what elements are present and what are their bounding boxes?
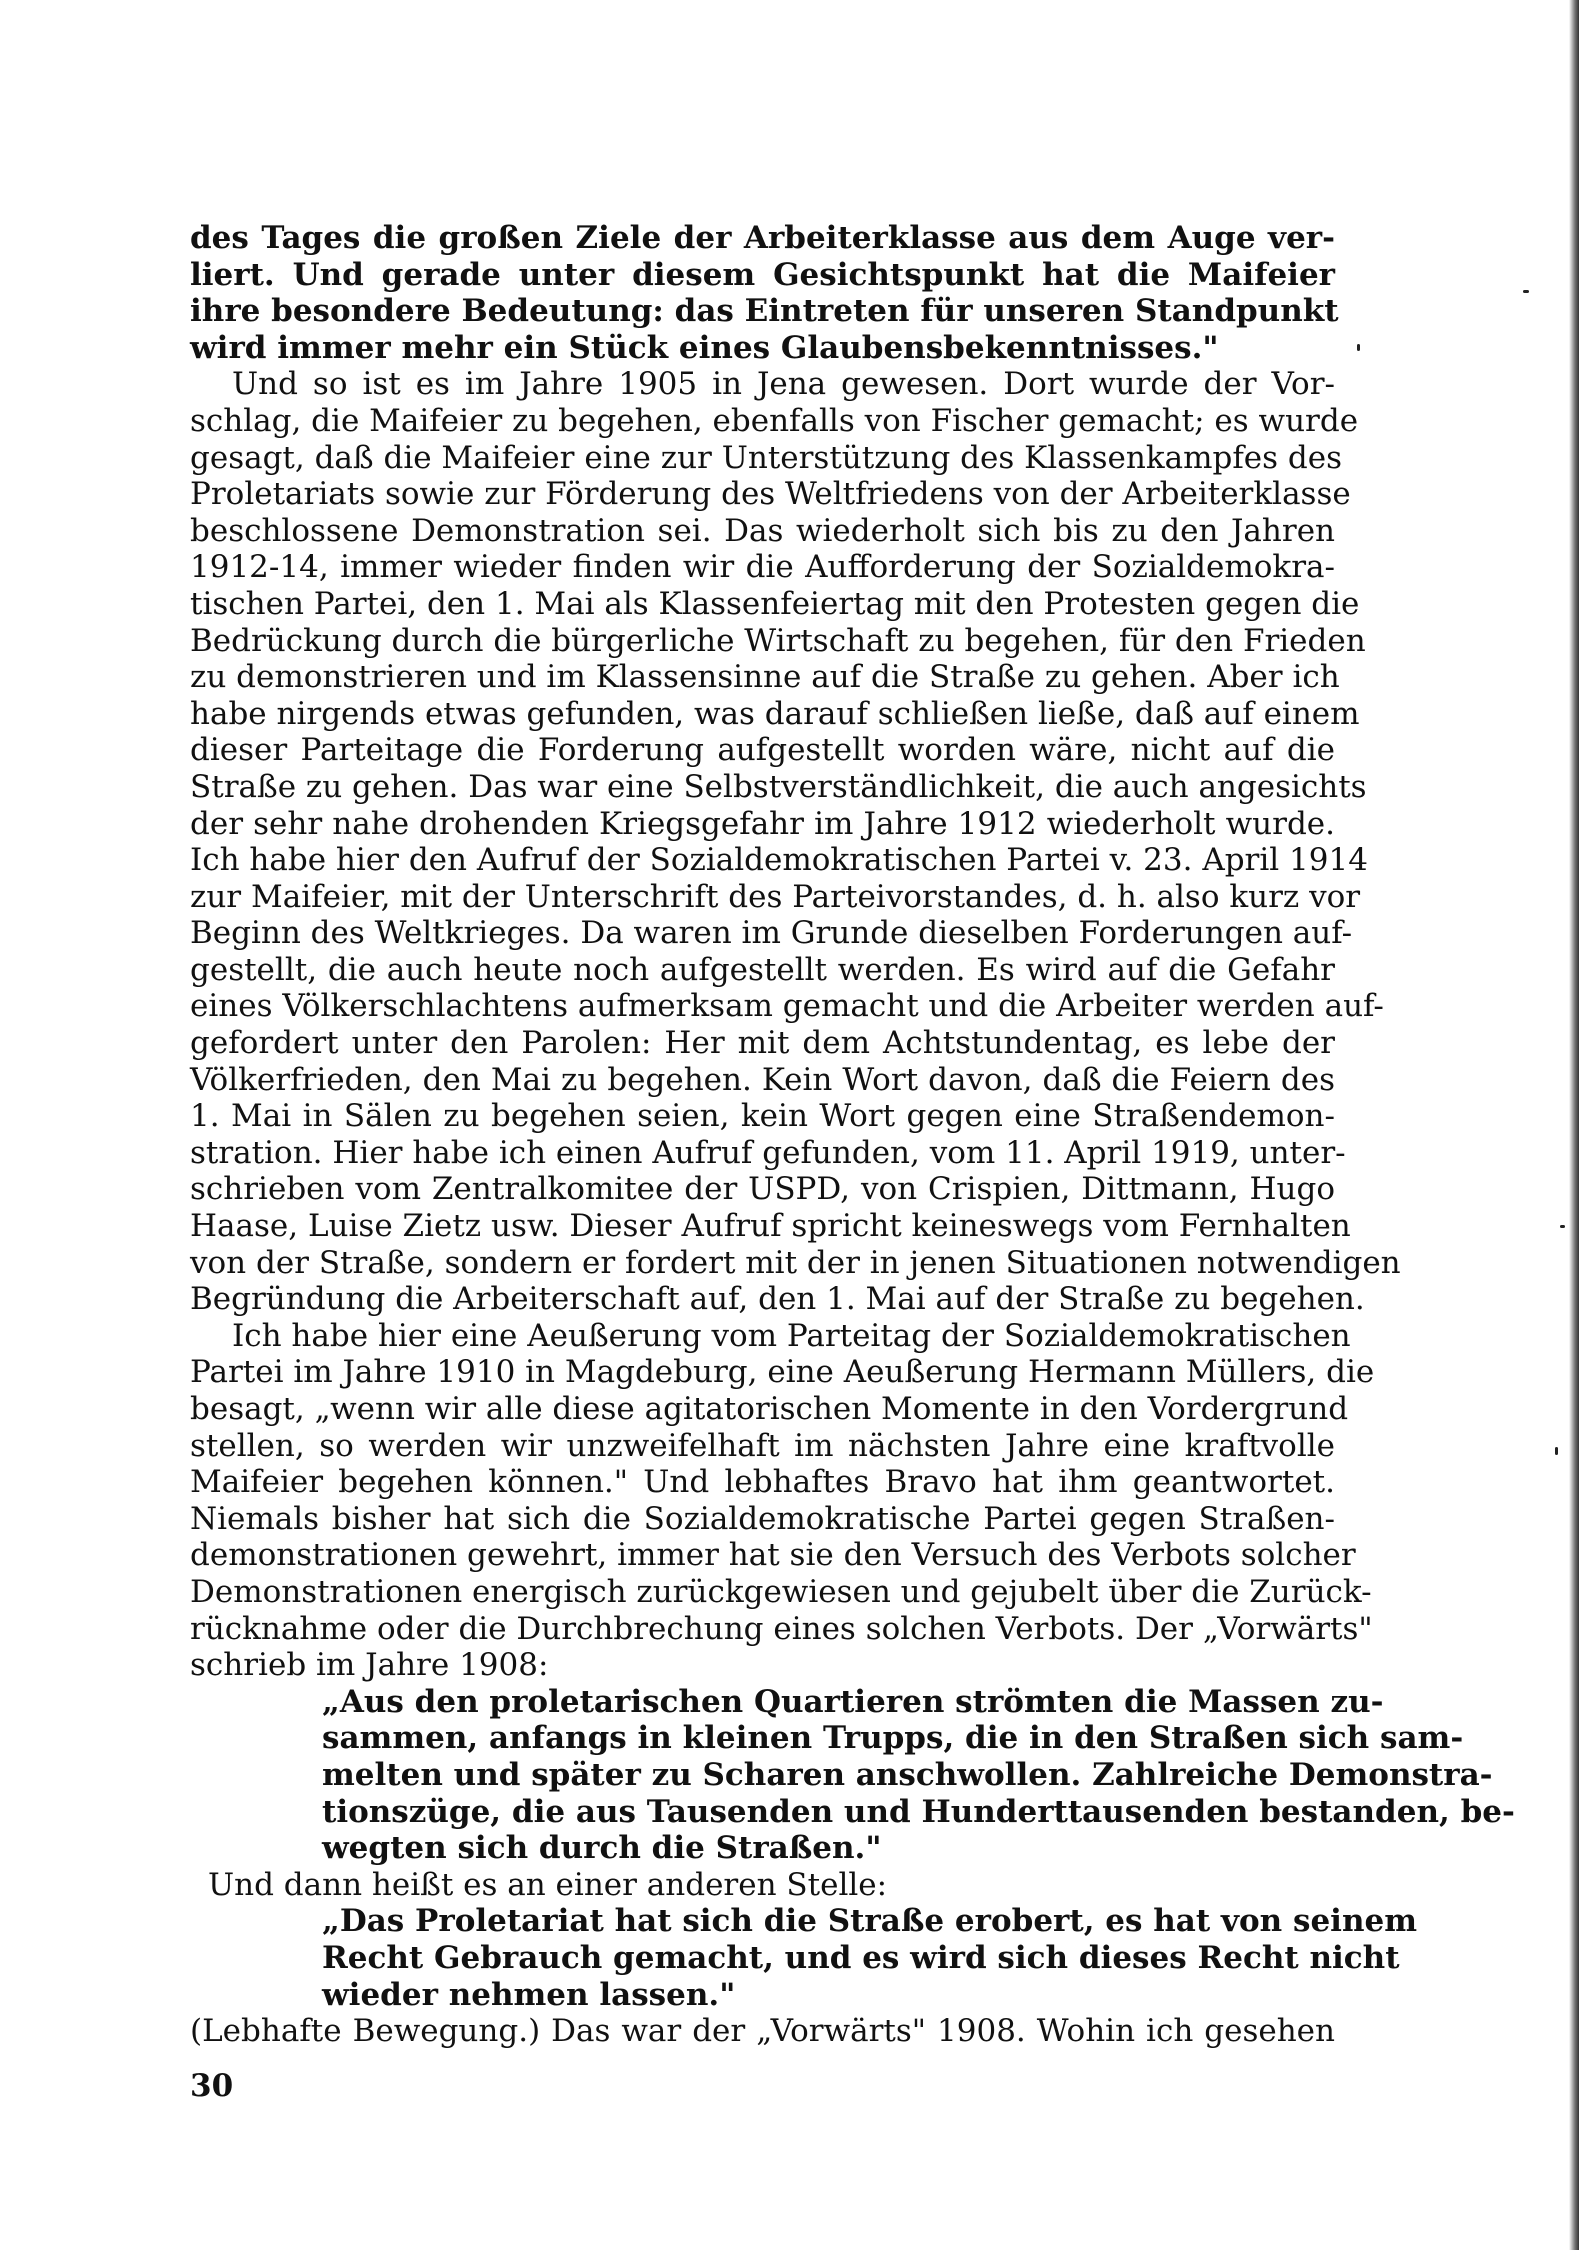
text-line: der sehr nahe drohenden Kriegsgefahr im Jahre 1912 wiederholt wurde.	[190, 805, 1335, 842]
body-text	[190, 220, 1515, 2050]
text-line: schrieben vom Zentralkomitee der USPD, von Crispien, Dittmann, Hugo	[190, 1171, 1335, 1208]
text-line: gestellt, die auch heute noch aufgestellt werden. Es wird auf die Gefahr	[190, 951, 1335, 988]
text-line: Haase, Luise Zietz usw. Dieser Aufruf spricht keineswegs vom Fernhalten	[190, 1208, 1351, 1245]
text-line: Demonstrationen energisch zurückgewiesen und gejubelt über die Zurück-	[190, 1573, 1372, 1610]
page-number: 30	[190, 2068, 234, 2104]
text-line: liert. Und gerade unter diesem Gesichtspunkt hat die Maifeier	[190, 256, 1335, 293]
text-line: habe nirgends etwas gefunden, was darauf schließen ließe, daß auf einem	[190, 695, 1360, 732]
text-line: Begründung die Arbeiterschaft auf, den 1. Mai auf der Straße zu begehen.	[190, 1281, 1365, 1318]
text-line: Straße zu gehen. Das war eine Selbstverständlichkeit, die auch angesichts	[190, 768, 1367, 805]
paragraph-first-line: Ich habe hier eine Aeußerung vom Parteitag der Sozialdemokratischen	[232, 1317, 1351, 1354]
text-line: (Lebhafte Bewegung.) Das war der „Vorwärts" 1908. Wohin ich gesehen	[190, 2013, 1335, 2050]
text-line: beschlossene Demonstration sei. Das wiederholt sich bis zu den Jahren	[190, 512, 1335, 549]
scan-speck	[1357, 344, 1360, 351]
quote-line: wieder nehmen lassen."	[322, 1976, 736, 2013]
scan-speck	[1523, 290, 1529, 293]
quote-line: „Aus den proletarischen Quartieren strömten die Massen zu-	[322, 1683, 1384, 1720]
quote-line: melten und später zu Scharen anschwollen. Zahlreiche Demonstra-	[322, 1756, 1493, 1793]
text-line: stration. Hier habe ich einen Aufruf gefunden, vom 11. April 1919, unter-	[190, 1134, 1346, 1171]
text-line: zu demonstrieren und im Klassensinne auf die Straße zu gehen. Aber ich	[190, 659, 1340, 696]
paragraph-first-line: Und dann heißt es an einer anderen Stelle:	[208, 1866, 888, 1903]
text-line: 1. Mai in Sälen zu begehen seien, kein Wort gegen eine Straßendemon-	[190, 1098, 1335, 1135]
quote-line: „Das Proletariat hat sich die Straße erobert, es hat von seinem	[322, 1903, 1418, 1940]
text-line: besagt, „wenn wir alle diese agitatorischen Momente in den Vordergrund	[190, 1391, 1349, 1427]
quote-line: Recht Gebrauch gemacht, und es wird sich dieses Recht nicht	[322, 1939, 1400, 1976]
scan-edge-shadow	[1569, 0, 1579, 2250]
text-line: Proletariats sowie zur Förderung des Weltfriedens von der Arbeiterklasse	[190, 476, 1351, 513]
text-line: 1912-14, immer wieder finden wir die Aufforderung der Sozialdemokra-	[190, 549, 1335, 586]
text-line: schrieb im Jahre 1908:	[190, 1647, 549, 1684]
text-line: wird immer mehr ein Stück eines Glaubensbekenntnisses."	[190, 329, 1219, 366]
text-line: ihre besondere Bedeutung: das Eintreten für unseren Standpunkt	[190, 293, 1339, 330]
text-line: demonstrationen gewehrt, immer hat sie den Versuch des Verbots solcher	[190, 1537, 1356, 1574]
text-line: Beginn des Weltkrieges. Da waren im Grunde dieselben Forderungen auf-	[190, 915, 1353, 952]
text-line: Maifeier begehen können." Und lebhaftes Bravo hat ihm geantwortet.	[190, 1464, 1335, 1501]
text-line: gesagt, daß die Maifeier eine zur Unterstützung des Klassenkampfes des	[190, 439, 1343, 476]
text-line: tischen Partei, den 1. Mai als Klassenfeiertag mit den Protesten gegen die	[190, 585, 1360, 622]
text-line: Bedrückung durch die bürgerliche Wirtschaft zu begehen, für den Frieden	[190, 622, 1366, 659]
text-line: stellen, so werden wir unzweifelhaft im nächsten Jahre eine kraftvolle	[190, 1427, 1335, 1464]
paragraph-first-line: Und so ist es im Jahre 1905 in Jena gewesen. Dort wurde der Vor-	[232, 366, 1335, 403]
text-line: Ich habe hier den Aufruf der Sozialdemokratischen Partei v. 23. April 1914	[190, 842, 1368, 879]
text-line: Niemals bisher hat sich die Sozialdemokratische Partei gegen Straßen-	[190, 1500, 1335, 1537]
text-line: zur Maifeier, mit der Unterschrift des Parteivorstandes, d. h. also kurz vor	[190, 878, 1361, 915]
quote-line: tionszüge, die aus Tausenden und Hunderttausenden bestanden, be-	[322, 1793, 1515, 1830]
quote-line: wegten sich durch die Straßen."	[322, 1830, 882, 1867]
scan-speck	[1560, 1225, 1565, 1228]
text-line: schlag, die Maifeier zu begehen, ebenfalls von Fischer gemacht; es wurde	[190, 402, 1359, 439]
quote-line: sammen, anfangs in kleinen Trupps, die in den Straßen sich sam-	[322, 1720, 1464, 1757]
text-line: des Tages die großen Ziele der Arbeiterklasse aus dem Auge ver-	[190, 220, 1335, 256]
text-line: rücknahme oder die Durchbrechung eines solchen Verbots. Der „Vorwärts"	[190, 1610, 1373, 1647]
text-line: Partei im Jahre 1910 in Magdeburg, eine Aeußerung Hermann Müllers, die	[190, 1354, 1375, 1391]
text-line: Völkerfrieden, den Mai zu begehen. Kein Wort davon, daß die Feiern des	[190, 1061, 1335, 1098]
text-line: eines Völkerschlachtens aufmerksam gemacht und die Arbeiter werden auf-	[190, 988, 1384, 1025]
scan-speck	[1555, 1447, 1558, 1455]
text-line: dieser Parteitage die Forderung aufgestellt worden wäre, nicht auf die	[190, 732, 1335, 769]
text-line: von der Straße, sondern er fordert mit der in jenen Situationen notwendigen	[190, 1244, 1401, 1281]
text-line: gefordert unter den Parolen: Her mit dem Achtstundentag, es lebe der	[190, 1025, 1335, 1062]
